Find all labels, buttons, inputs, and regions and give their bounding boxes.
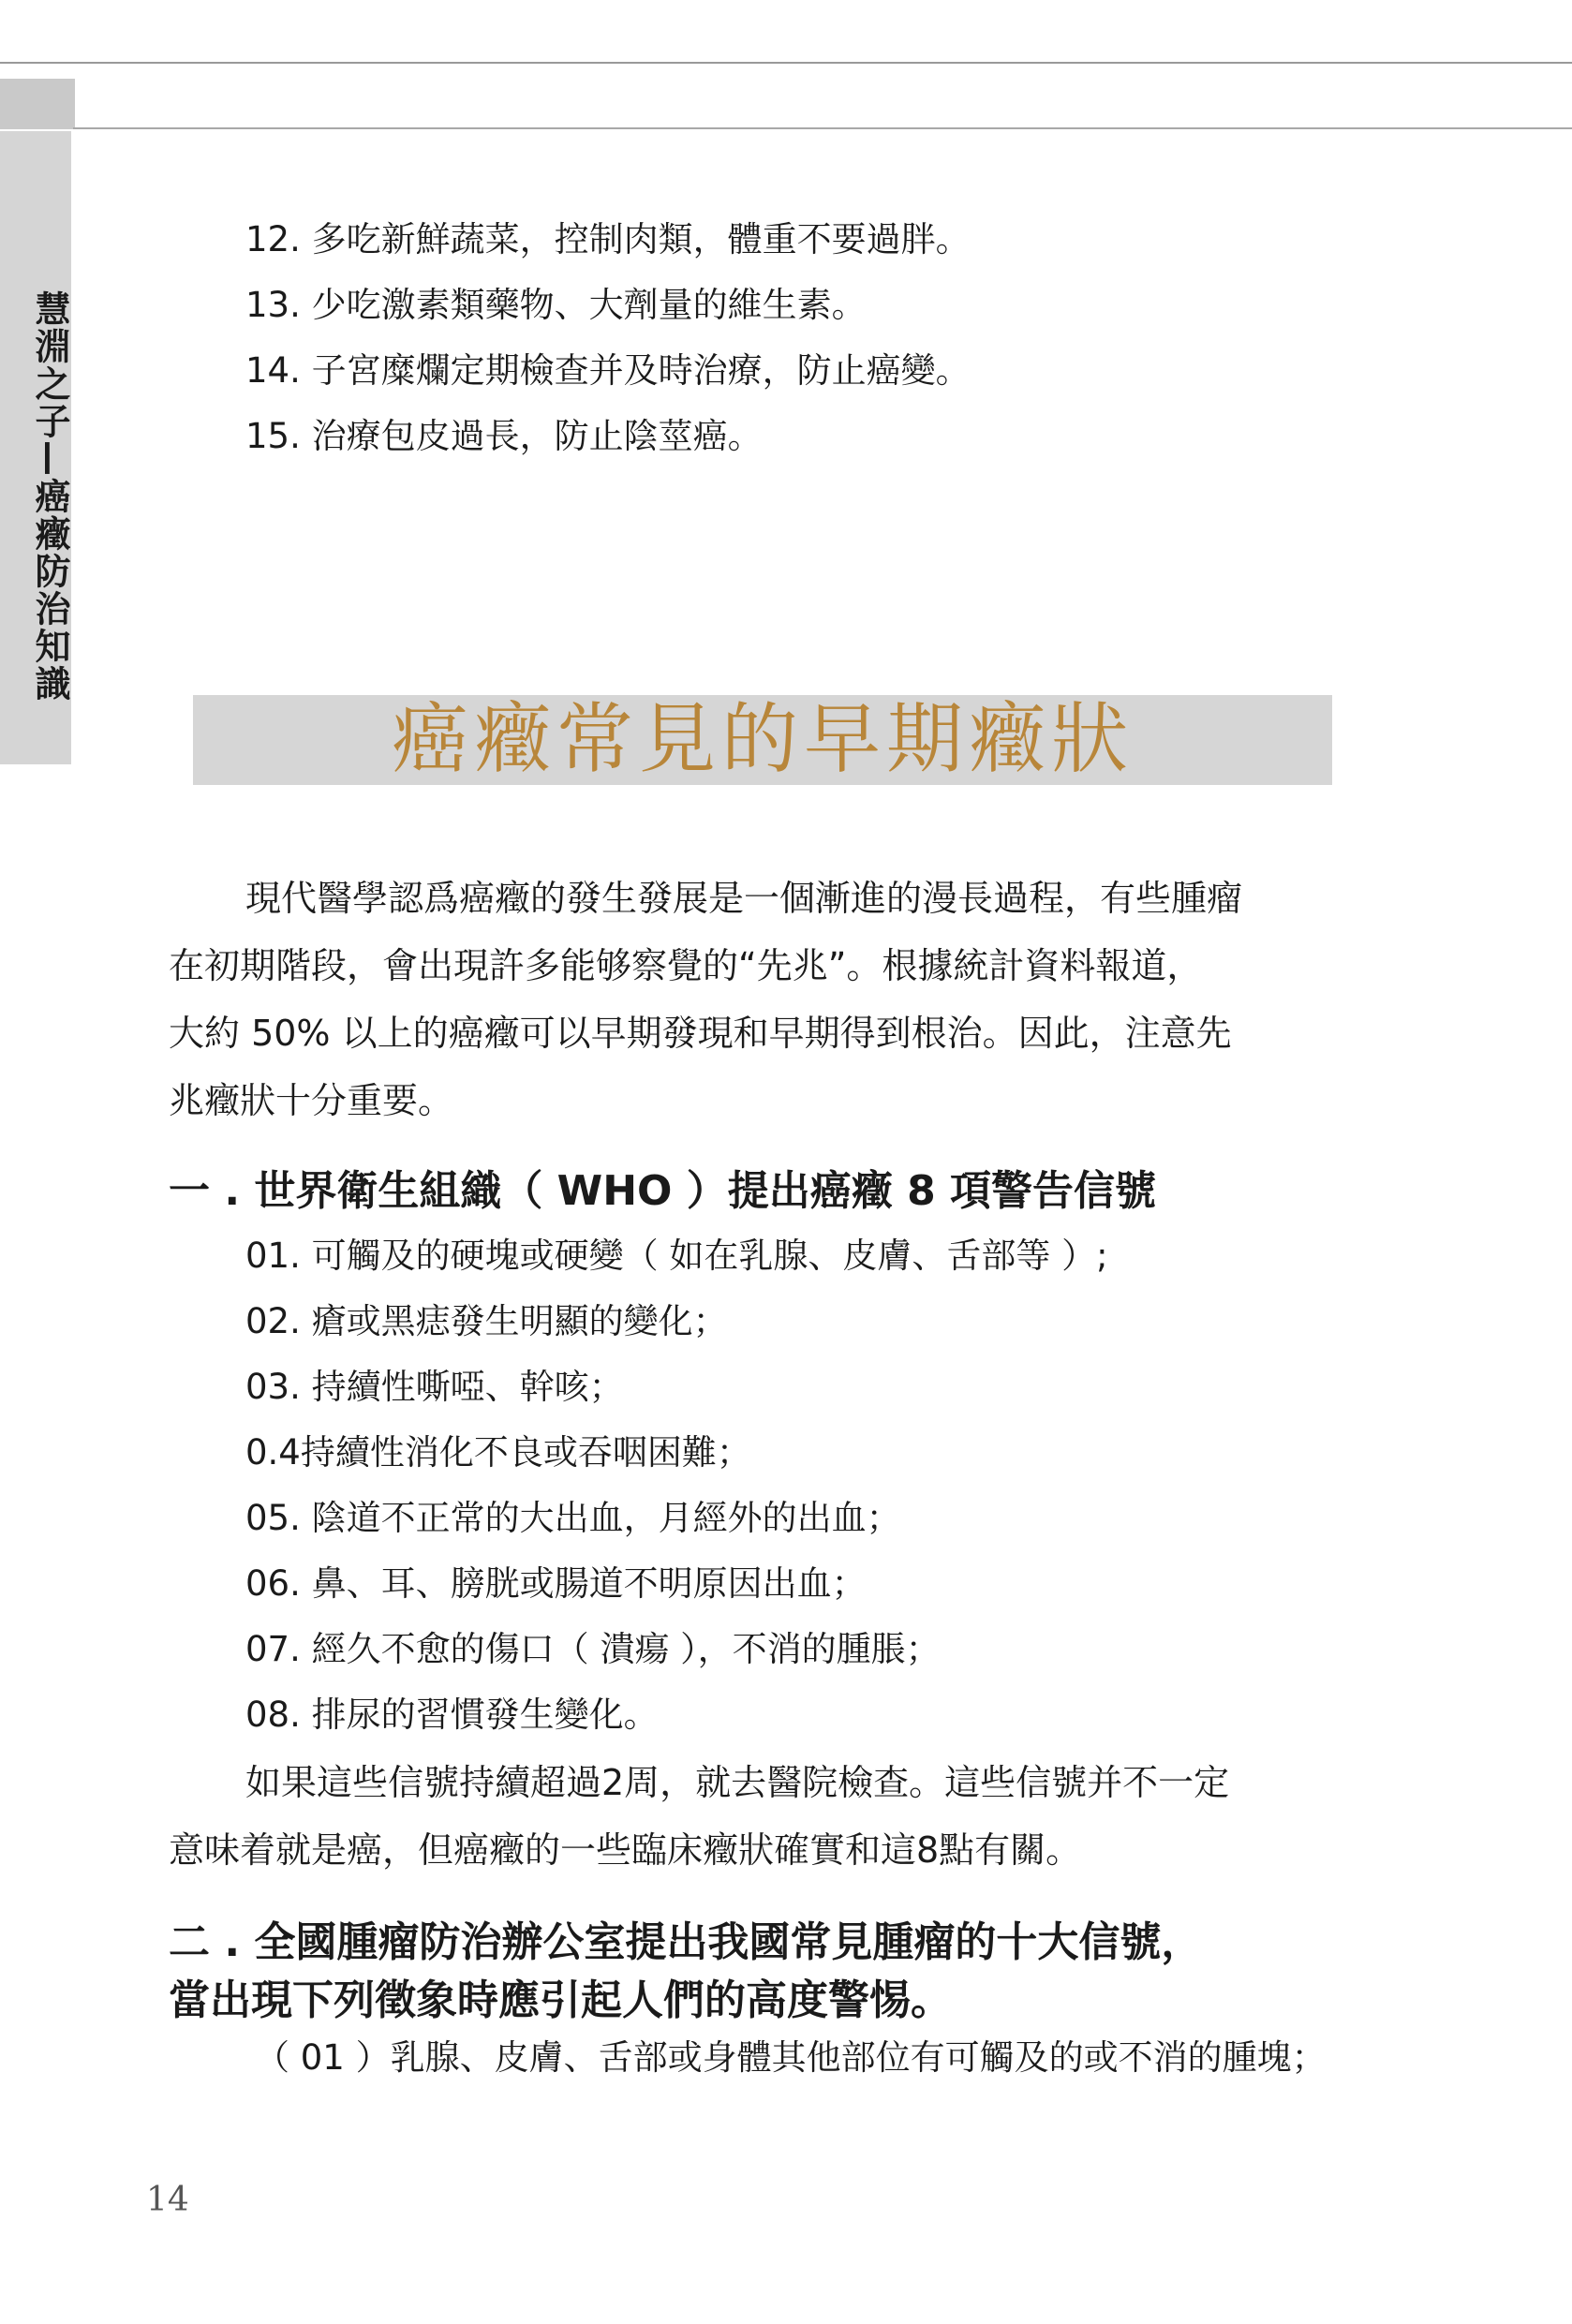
- book-title-vertical: 慧淵之子—癌癥防治知識: [29, 290, 70, 703]
- who-signal: 01. 可觸及的硬塊或硬變（ 如在乳腺、皮膚、舌部等 ）;: [245, 1236, 1108, 1276]
- conclusion-line: 意味着就是癌，但癌癥的一些臨床癥狀確實和這8點有關。: [169, 1829, 1082, 1871]
- conclusion-line: 如果這些信號持續超過2周，就去醫院檢查。這些信號并不一定: [245, 1762, 1230, 1803]
- list-item: 15. 治療包皮過長，防止陰莖癌。: [245, 416, 763, 456]
- intro-line: 大約 50% 以上的癌癥可以早期發現和早期得到根治。因此，注意先: [169, 1013, 1232, 1054]
- header-rule: [0, 62, 1572, 64]
- list-item: 12. 多吃新鮮蔬菜，控制肉類，體重不要過胖。: [245, 219, 971, 259]
- who-heading: 一 . 世界衛生組織（ WHO ）提出癌癥 8 項警告信號: [169, 1167, 1157, 1215]
- who-signal: 0.4持續性消化不良或吞咽困難；: [245, 1432, 751, 1473]
- side-tab-cap: [0, 79, 75, 129]
- list-item: 13. 少吃激素類藥物、大劑量的維生素。: [245, 285, 867, 325]
- header-rule-secondary: [73, 127, 1572, 129]
- ten-signal: （ 01 ）乳腺、皮膚、舌部或身體其他部位有可觸及的或不消的腫塊；: [255, 2037, 1327, 2078]
- section-title: 癌癥常見的早期癥狀: [391, 695, 1134, 784]
- who-signal: 02. 瘡或黑痣發生明顯的變化；: [245, 1301, 728, 1341]
- intro-line: 在初期階段，會出現許多能够察覺的“先兆”。根據統計資料報道，: [169, 945, 1203, 986]
- intro-line: 現代醫學認爲癌癥的發生發展是一個漸進的漫長過程，有些腫瘤: [245, 878, 1243, 919]
- who-signal: 05. 陰道不正常的大出血，月經外的出血；: [245, 1498, 901, 1538]
- who-signal: 07. 經久不愈的傷口（ 潰瘍 ），不消的腫脹；: [245, 1629, 941, 1669]
- who-signal: 06. 鼻、耳、膀胱或腸道不明原因出血；: [245, 1563, 867, 1604]
- china-heading: 二 . 全國腫瘤防治辦公室提出我國常見腫瘤的十大信號，: [169, 1918, 1203, 1966]
- who-signal: 08. 排尿的習慣發生變化。: [245, 1695, 659, 1735]
- who-signal: 03. 持續性嘶啞、幹咳；: [245, 1367, 624, 1407]
- list-item: 14. 子宮糜爛定期檢查并及時治療，防止癌變。: [245, 350, 971, 391]
- intro-line: 兆癥狀十分重要。: [169, 1080, 454, 1121]
- china-heading: 當出現下列徵象時應引起人們的高度警惕。: [169, 1976, 952, 2024]
- page-number: 14: [146, 2181, 189, 2219]
